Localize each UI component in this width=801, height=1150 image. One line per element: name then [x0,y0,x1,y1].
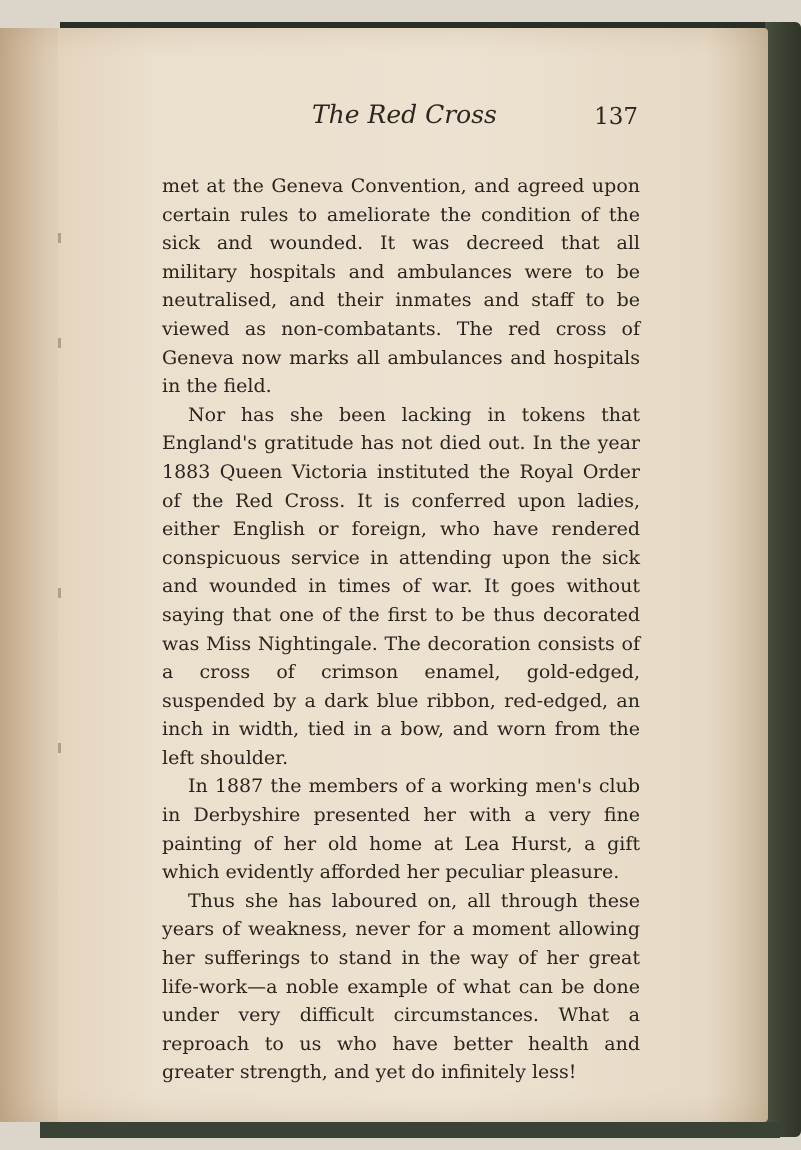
paragraph-2: Nor has she been lacking in tokens that England's gratitude has not died out. In the year 1883 Queen Victoria instituted the Royal Order of the Red Cross. It is conferred upon ladies, either English or foreign, who have rendered conspicuous service in attending upon the sick and wounded in times of war. It goes without saying that one of the first to be thus decorated was Miss Nightingale. The decoration consists of a cross of crimson enamel, gold-edged, suspended by a dark blue ribbon, red-edged, an inch in width, tied in a bow, and worn from the left shoulder. [162,403,640,769]
running-head-title: The Red Cross [312,100,497,129]
paper-fleck [58,233,61,243]
book-cover-bottom-edge [40,1122,780,1138]
paper-fleck [58,743,61,753]
paper-fleck [58,588,61,598]
paragraph-1: met at the Geneva Convention, and agreed upon certain rules to ameliorate the condition of the sick and wounded. It was decreed that all military hospitals and ambulances were to be neutralised, and their inmates and staff to be viewed as non-combatants. The red cross of Geneva now marks all ambulances and hospitals in the field. [162,175,640,398]
paragraph-4: Thus she has laboured on, all through these years of weakness, never for a moment allowing her sufferings to stand in the way of her great life-work—a noble example of what can be done under very difficult circumstances. What a reproach to us who have better health and greater strength, and yet do infinitely less! [162,889,640,1084]
page-gutter-shadow [0,28,58,1122]
running-head [160,100,640,140]
paper-fleck [58,338,61,348]
book-cover-edge [765,22,801,1137]
page-body-text [162,172,640,1087]
page-number: 137 [594,104,638,130]
paragraph-3: In 1887 the members of a working men's club in Derbyshire presented her with a very fine painting of her old home at Lea Hurst, a gift which evidently afforded her peculiar pleasure. [162,775,640,884]
